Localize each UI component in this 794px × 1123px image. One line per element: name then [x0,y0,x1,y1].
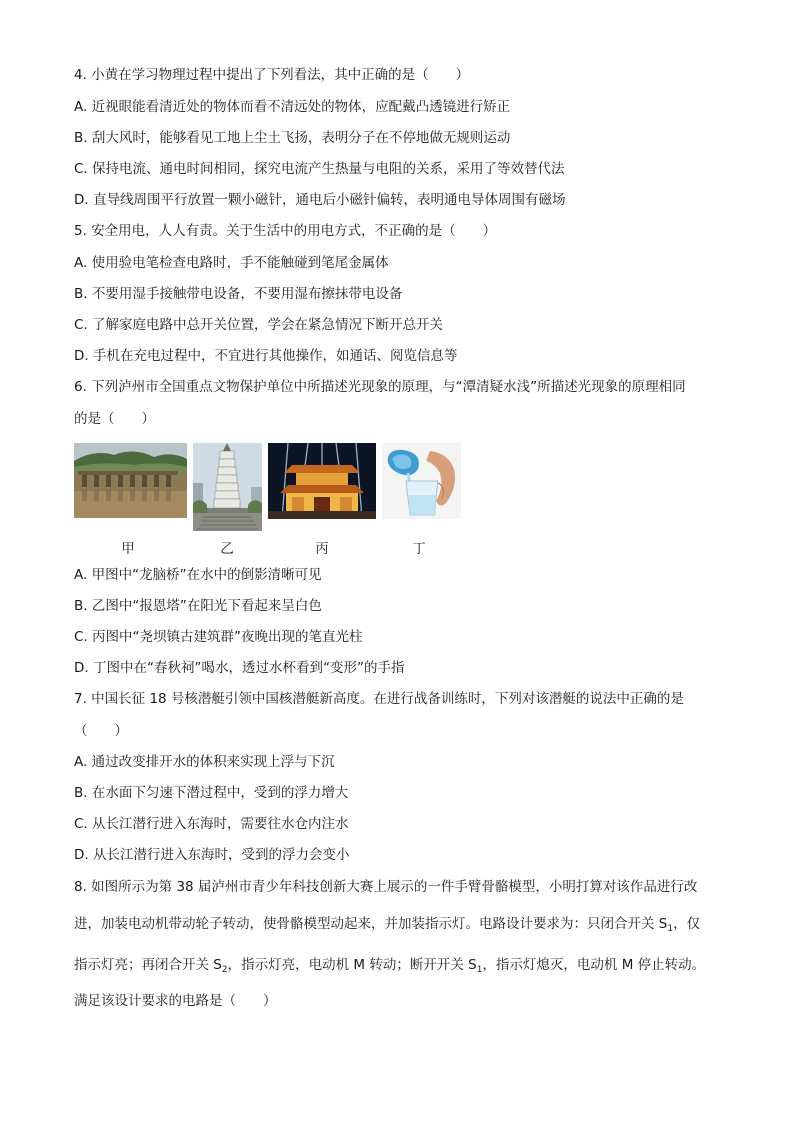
q8-line2-tail: ，仅 [673,916,701,932]
q8-line3-text: 指示灯亮；再闭合开关 S [74,957,222,973]
q8-line3-tail: ，指示灯熄灭，电动机 M 停止转动。 [482,957,706,973]
q7-stem-line2: （ ） [74,723,128,739]
q6-stem-line1: 6. 下列泸州市全国重点文物保护单位中所描述光现象的原理，与“潭清疑水浅”所描述光现象的原理相同 [74,379,686,395]
photo-yaoba-architecture [268,443,376,519]
q8-line3 [74,956,705,979]
q6-option-c: C. 丙图中“尧坝镇古建筑群”夜晚出现的笔直光柱 [74,629,363,645]
q7-option-c: C. 从长江潜行进入东海时，需要往水仓内注水 [74,816,349,832]
q8-line1: 8. 如图所示为第 38 届泸州市青少年科技创新大赛上展示的一件手臂骨骼模型，小明打算对该作品进行改 [74,879,698,895]
caption-bing: 丙 [315,541,329,557]
q5-option-a: A. 使用验电笔检查电路时，手不能触碰到笔尾金属体 [74,255,389,271]
q8-line3-middle: ，指示灯亮，电动机 M 转动；断开开关 S [227,957,477,973]
q7-option-a: A. 通过改变排开水的体积来实现上浮与下沉 [74,754,335,770]
q4-option-b: B. 刮大风时，能够看见工地上尘土飞扬，表明分子在不停地做无规则运动 [74,130,511,146]
photo-chunqiu-water-glass [382,443,461,519]
q6-stem-line2: 的是（ ） [74,411,155,427]
q7-option-d: D. 从长江潜行进入东海时，受到的浮力会变小 [74,847,350,863]
caption-jia: 甲 [121,541,135,557]
q4-option-a: A. 近视眼能看清近处的物体而看不清远处的物体，应配戴凸透镜进行矫正 [74,99,511,115]
q7-stem-line1: 7. 中国长征 18 号核潜艇引领中国核潜艇新高度。在进行战备训练时，下列对该潜艇的说法中正确的是 [74,691,684,707]
q8-line3-subscript-s1: 1 [476,965,483,975]
q8-line2-subscript: 1 [667,924,674,934]
q4-option-c: C. 保持电流、通电时间相同，探究电流产生热量与电阻的关系，采用了等效替代法 [74,161,565,177]
q8-line4: 满足该设计要求的电路是（ ） [74,993,277,1009]
q5-stem: 5. 安全用电，人人有责。关于生活中的用电方式，不正确的是（ ） [74,223,497,239]
q8-line2-text: 进，加装电动机带动轮子转动，使骨骼模型动起来，并加装指示灯。电路设计要求为：只闭合开关 S [74,916,668,932]
q6-option-d: D. 丁图中在“春秋祠”喝水，透过水杯看到“变形”的手指 [74,660,405,676]
q8-line3-subscript-s2: 2 [221,965,228,975]
caption-yi: 乙 [220,541,234,557]
q4-option-d: D. 直导线周围平行放置一颗小磁针，通电后小磁针偏转，表明通电导体周围有磁场 [74,192,566,208]
q6-option-a: A. 甲图中“龙脑桥”在水中的倒影清晰可见 [74,567,322,583]
q8-line2 [74,915,700,938]
q7-option-b: B. 在水面下匀速下潜过程中，受到的浮力增大 [74,785,349,801]
q4-stem: 4. 小黄在学习物理过程中提出了下列看法，其中正确的是（ ） [74,67,470,83]
q5-option-d: D. 手机在充电过程中，不宜进行其他操作，如通话、阅览信息等 [74,348,458,364]
photo-baoen-pagoda [193,443,262,531]
q5-option-c: C. 了解家庭电路中总开关位置，学会在紧急情况下断开总开关 [74,317,444,333]
caption-ding: 丁 [412,541,426,557]
photo-longnao-bridge [74,443,187,518]
q5-option-b: B. 不要用湿手接触带电设备，不要用湿布擦抹带电设备 [74,286,403,302]
q6-option-b: B. 乙图中“报恩塔”在阳光下看起来呈白色 [74,598,322,614]
